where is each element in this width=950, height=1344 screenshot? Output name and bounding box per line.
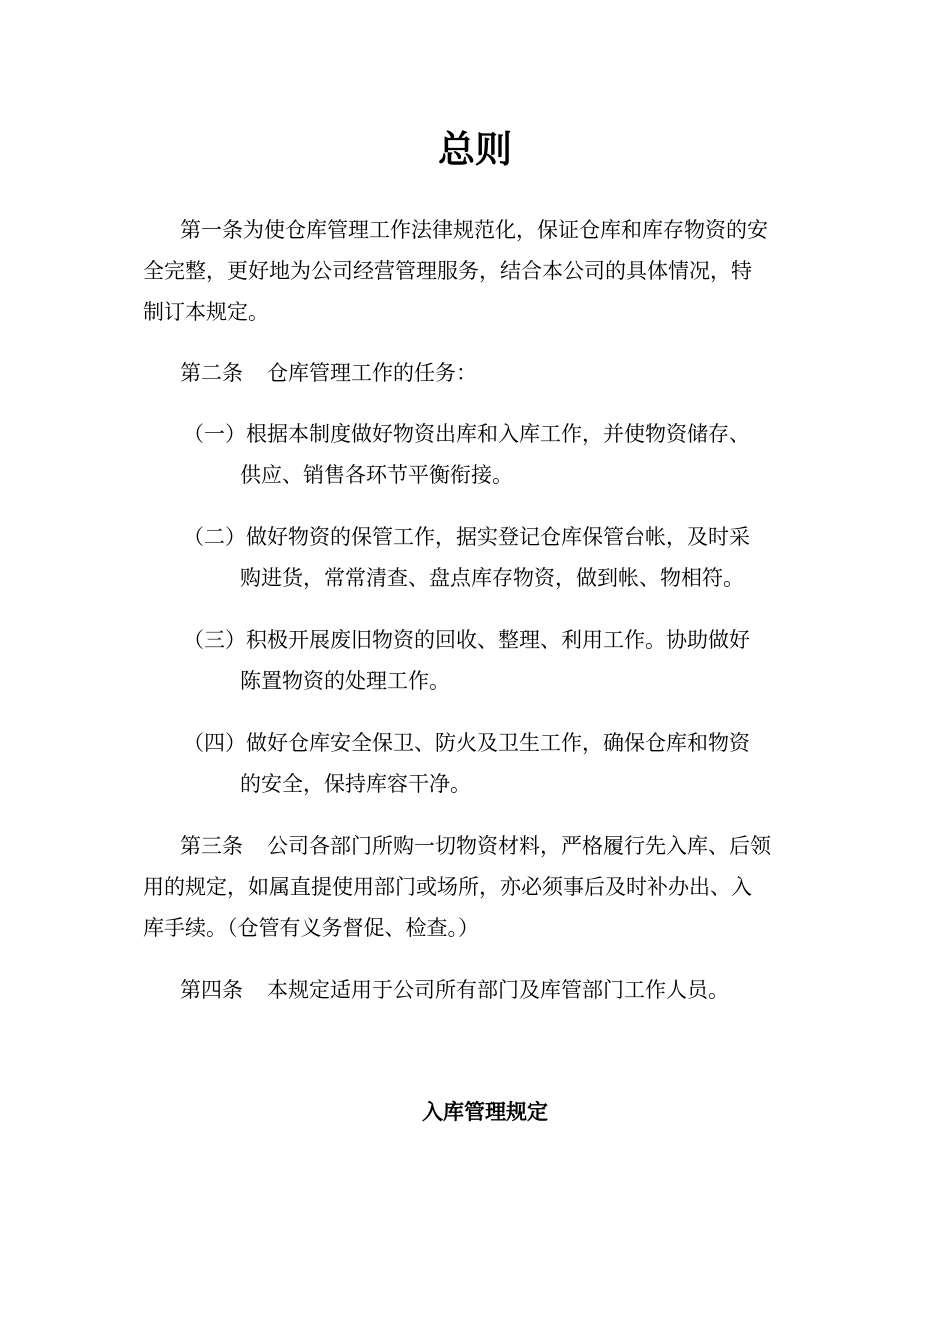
article-2-text: 仓库管理工作的任务： <box>267 361 477 385</box>
task-item-4-line-1: （四）做好仓库安全保卫、防火及卫生工作，确保仓库和物资 <box>183 731 750 755</box>
article-1-line-3: 制订本规定。 <box>143 300 269 324</box>
task-item-4 <box>183 723 793 805</box>
task-item-3 <box>183 620 793 702</box>
article-2 <box>143 353 815 394</box>
article-3-line-3: 库手续。（仓管有义务督促、检查。） <box>143 916 479 940</box>
task-item-1 <box>183 414 793 496</box>
task-item-2-line-2: 购进货，常常清查、盘点库存物资，做到帐、物相符。 <box>240 566 744 590</box>
article-4-text: 本规定适用于公司所有部门及库管部门工作人员。 <box>267 978 729 1002</box>
article-2-label: 第二条 <box>180 361 243 385</box>
task-item-2-line-1: （二）做好物资的保管工作，据实登记仓库保管台帐，及时采 <box>183 525 750 549</box>
section-subtitle: 入库管理规定 <box>422 1100 548 1124</box>
article-3-label: 第三条 <box>180 834 243 858</box>
article-3-line-2: 用的规定，如属直提使用部门或场所，亦必须事后及时补办出、入 <box>143 875 752 899</box>
task-item-2 <box>183 517 793 599</box>
article-1-line-2: 全完整，更好地为公司经营管理服务，结合本公司的具体情况，特 <box>143 259 752 283</box>
task-item-1-line-2: 供应、销售各环节平衡衔接。 <box>240 463 513 487</box>
task-item-3-line-2: 陈置物资的处理工作。 <box>240 669 450 693</box>
task-item-1-line-1: （一）根据本制度做好物资出库和入库工作，并使物资储存、 <box>183 422 750 446</box>
article-3 <box>143 826 815 949</box>
article-1-line-1: 第一条为使仓库管理工作法律规范化，保证仓库和库存物资的安 <box>180 218 768 242</box>
article-3-line-1: 公司各部门所购一切物资材料，严格履行先入库、后领 <box>267 834 771 858</box>
page-title: 总则 <box>438 128 512 171</box>
article-4-label: 第四条 <box>180 978 243 1002</box>
article-4 <box>143 970 815 1011</box>
task-item-3-line-1: （三）积极开展废旧物资的回收、整理、利用工作。协助做好 <box>183 628 750 652</box>
article-1 <box>143 210 815 333</box>
task-item-4-line-2: 的安全，保持库容干净。 <box>240 772 471 796</box>
